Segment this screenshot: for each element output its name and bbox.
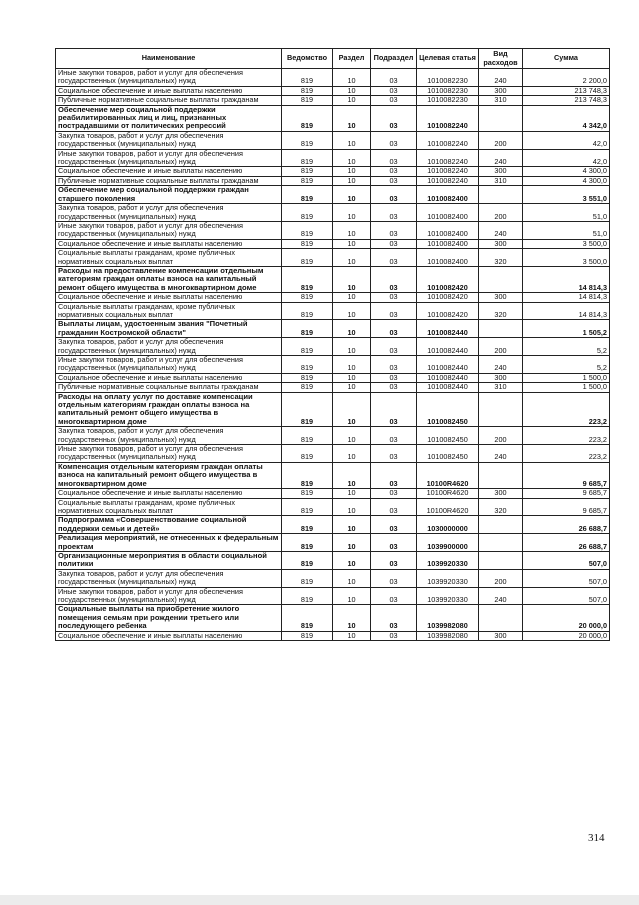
cell-section: 10 [333,356,371,374]
cell-sum: 3 500,0 [523,239,610,248]
cell-exptype: 320 [479,302,523,320]
cell-exptype: 240 [479,587,523,605]
cell-subsection: 03 [371,498,417,516]
cell-section: 10 [333,373,371,382]
table-row [56,167,610,176]
cell-section: 10 [333,86,371,95]
cell-dept: 819 [282,176,333,185]
cell-target: 1010082230 [417,86,479,95]
table-row [56,266,610,292]
cell-section: 10 [333,302,371,320]
cell-name: Социальные выплаты на приобретение жилого помещения семьям при рождении третьего или последующего ребенка [56,605,282,631]
cell-dept: 819 [282,221,333,239]
cell-exptype: 300 [479,631,523,640]
header-exptype: Вид расходов [479,49,523,69]
cell-exptype [479,320,523,338]
cell-sum: 14 814,3 [523,293,610,302]
cell-dept: 819 [282,427,333,445]
cell-exptype: 320 [479,249,523,267]
cell-target: 1039900000 [417,534,479,552]
cell-name: Социальные выплаты гражданам, кроме публичных нормативных социальных выплат [56,249,282,267]
header-target: Целевая статья [417,49,479,69]
cell-section: 10 [333,427,371,445]
cell-section: 10 [333,176,371,185]
cell-sum: 507,0 [523,569,610,587]
cell-section: 10 [333,462,371,488]
cell-target: 1010082240 [417,131,479,149]
cell-name: Публичные нормативные социальные выплаты гражданам [56,96,282,105]
cell-exptype: 240 [479,149,523,167]
cell-sum: 213 748,3 [523,86,610,95]
cell-sum: 223,2 [523,427,610,445]
table-row [56,69,610,87]
cell-subsection: 03 [371,69,417,87]
cell-dept: 819 [282,266,333,292]
page-number: 314 [588,832,605,844]
cell-exptype: 300 [479,239,523,248]
cell-section: 10 [333,131,371,149]
cell-subsection: 03 [371,631,417,640]
cell-sum: 51,0 [523,204,610,222]
cell-subsection: 03 [371,462,417,488]
cell-sum: 507,0 [523,587,610,605]
cell-sum: 4 342,0 [523,105,610,131]
cell-dept: 819 [282,516,333,534]
cell-name: Обеспечение мер социальной поддержки граждан старшего поколения [56,186,282,204]
cell-target: 1010082240 [417,105,479,131]
table-row [56,302,610,320]
cell-section: 10 [333,186,371,204]
cell-name: Социальное обеспечение и иные выплаты населению [56,86,282,95]
cell-subsection: 03 [371,221,417,239]
cell-name: Закупка товаров, работ и услуг для обеспечения государственных (муниципальных) нужд [56,569,282,587]
cell-sum: 3 551,0 [523,186,610,204]
cell-dept: 819 [282,167,333,176]
cell-subsection: 03 [371,293,417,302]
cell-sum: 20 000,0 [523,631,610,640]
cell-subsection: 03 [371,605,417,631]
cell-exptype: 200 [479,569,523,587]
cell-dept: 819 [282,489,333,498]
cell-name: Социальные выплаты гражданам, кроме публичных нормативных социальных выплат [56,498,282,516]
cell-sum: 42,0 [523,149,610,167]
budget-table-sheet [55,48,609,641]
cell-exptype [479,105,523,131]
cell-name: Иные закупки товаров, работ и услуг для обеспечения государственных (муниципальных) нужд [56,356,282,374]
cell-subsection: 03 [371,320,417,338]
cell-sum: 14 814,3 [523,266,610,292]
cell-target: 10100R4620 [417,489,479,498]
cell-target: 1039920330 [417,569,479,587]
cell-sum: 5,2 [523,338,610,356]
cell-target: 1010082440 [417,356,479,374]
cell-subsection: 03 [371,383,417,392]
cell-target: 1010082450 [417,445,479,463]
table-row [56,221,610,239]
table-row [56,427,610,445]
table-row [56,534,610,552]
cell-target: 1039920330 [417,551,479,569]
cell-subsection: 03 [371,445,417,463]
cell-sum: 51,0 [523,221,610,239]
cell-target: 1010082450 [417,427,479,445]
cell-subsection: 03 [371,587,417,605]
cell-name: Социальное обеспечение и иные выплаты населению [56,489,282,498]
cell-exptype: 200 [479,131,523,149]
cell-target: 1030000000 [417,516,479,534]
table-row [56,489,610,498]
cell-dept: 819 [282,383,333,392]
table-row [56,631,610,640]
table-row [56,569,610,587]
cell-sum: 42,0 [523,131,610,149]
table-row [56,373,610,382]
cell-exptype [479,605,523,631]
budget-table [55,48,610,641]
cell-subsection: 03 [371,266,417,292]
table-row [56,392,610,427]
table-row [56,249,610,267]
cell-name: Реализация мероприятий, не отнесенных к федеральным проектам [56,534,282,552]
cell-section: 10 [333,96,371,105]
cell-name: Иные закупки товаров, работ и услуг для обеспечения государственных (муниципальных) нужд [56,69,282,87]
table-row [56,605,610,631]
cell-section: 10 [333,266,371,292]
cell-exptype: 300 [479,167,523,176]
cell-name: Расходы на оплату услуг по доставке компенсации отдельным категориям граждан оплаты взноса на капитальный ремонт общего имущества в многоквартирном доме [56,392,282,427]
cell-section: 10 [333,551,371,569]
cell-section: 10 [333,516,371,534]
cell-exptype: 300 [479,86,523,95]
cell-name: Социальное обеспечение и иные выплаты населению [56,631,282,640]
header-dept: Ведомство [282,49,333,69]
table-row [56,320,610,338]
cell-dept: 819 [282,462,333,488]
cell-target: 1010082400 [417,204,479,222]
cell-dept: 819 [282,445,333,463]
cell-section: 10 [333,534,371,552]
cell-subsection: 03 [371,86,417,95]
cell-name: Социальное обеспечение и иные выплаты населению [56,293,282,302]
cell-target: 1010082400 [417,239,479,248]
table-row [56,176,610,185]
cell-name: Закупка товаров, работ и услуг для обеспечения государственных (муниципальных) нужд [56,204,282,222]
cell-sum: 4 300,0 [523,176,610,185]
cell-target: 1039982080 [417,631,479,640]
cell-subsection: 03 [371,204,417,222]
cell-section: 10 [333,605,371,631]
table-row [56,587,610,605]
cell-dept: 819 [282,373,333,382]
cell-exptype [479,516,523,534]
cell-sum: 26 688,7 [523,534,610,552]
cell-dept: 819 [282,569,333,587]
cell-exptype: 200 [479,204,523,222]
cell-target: 1010082440 [417,383,479,392]
cell-dept: 819 [282,392,333,427]
header-name: Наименование [56,49,282,69]
header-section: Раздел [333,49,371,69]
cell-name: Иные закупки товаров, работ и услуг для обеспечения государственных (муниципальных) нужд [56,445,282,463]
cell-exptype [479,534,523,552]
cell-section: 10 [333,392,371,427]
cell-sum: 9 685,7 [523,462,610,488]
table-row [56,462,610,488]
cell-dept: 819 [282,338,333,356]
cell-dept: 819 [282,204,333,222]
table-row [56,96,610,105]
cell-subsection: 03 [371,302,417,320]
cell-dept: 819 [282,320,333,338]
cell-exptype: 300 [479,373,523,382]
scan-bottom-edge [0,895,639,905]
cell-sum: 507,0 [523,551,610,569]
cell-dept: 819 [282,96,333,105]
cell-subsection: 03 [371,96,417,105]
cell-exptype [479,462,523,488]
table-header-row [56,49,610,69]
cell-section: 10 [333,445,371,463]
cell-target: 1010082400 [417,249,479,267]
cell-subsection: 03 [371,392,417,427]
cell-subsection: 03 [371,176,417,185]
cell-dept: 819 [282,605,333,631]
cell-name: Иные закупки товаров, работ и услуг для обеспечения государственных (муниципальных) нужд [56,587,282,605]
cell-sum: 9 685,7 [523,498,610,516]
table-row [56,239,610,248]
header-sum: Сумма [523,49,610,69]
cell-dept: 819 [282,186,333,204]
cell-target: 1010082240 [417,176,479,185]
header-subsection: Подраздел [371,49,417,69]
cell-exptype [479,186,523,204]
cell-name: Закупка товаров, работ и услуг для обеспечения государственных (муниципальных) нужд [56,427,282,445]
cell-name: Публичные нормативные социальные выплаты гражданам [56,383,282,392]
cell-sum: 26 688,7 [523,516,610,534]
cell-section: 10 [333,221,371,239]
table-row [56,149,610,167]
cell-dept: 819 [282,86,333,95]
cell-subsection: 03 [371,105,417,131]
cell-section: 10 [333,239,371,248]
cell-name: Расходы на предоставление компенсации отдельным категориям граждан оплаты взноса на капитальный ремонт общего имущества в многоквартирном доме [56,266,282,292]
cell-target: 1010082420 [417,293,479,302]
cell-exptype [479,266,523,292]
cell-dept: 819 [282,69,333,87]
cell-subsection: 03 [371,249,417,267]
cell-name: Публичные нормативные социальные выплаты гражданам [56,176,282,185]
cell-section: 10 [333,489,371,498]
cell-exptype: 240 [479,445,523,463]
table-row [56,498,610,516]
cell-target: 1010082230 [417,96,479,105]
cell-dept: 819 [282,587,333,605]
cell-subsection: 03 [371,186,417,204]
cell-exptype: 200 [479,427,523,445]
cell-subsection: 03 [371,534,417,552]
cell-sum: 213 748,3 [523,96,610,105]
cell-exptype: 310 [479,96,523,105]
cell-exptype [479,551,523,569]
cell-exptype: 310 [479,383,523,392]
table-row [56,383,610,392]
cell-name: Закупка товаров, работ и услуг для обеспечения государственных (муниципальных) нужд [56,131,282,149]
cell-exptype: 200 [479,338,523,356]
cell-sum: 5,2 [523,356,610,374]
cell-name: Организационные мероприятия в области социальной политики [56,551,282,569]
cell-subsection: 03 [371,149,417,167]
table-row [56,186,610,204]
cell-dept: 819 [282,239,333,248]
cell-name: Иные закупки товаров, работ и услуг для обеспечения государственных (муниципальных) нужд [56,149,282,167]
cell-name: Социальные выплаты гражданам, кроме публичных нормативных социальных выплат [56,302,282,320]
table-row [56,204,610,222]
cell-name: Подпрограмма «Совершенствование социальной поддержки семьи и детей» [56,516,282,534]
cell-exptype: 240 [479,221,523,239]
cell-subsection: 03 [371,551,417,569]
cell-section: 10 [333,293,371,302]
cell-dept: 819 [282,498,333,516]
cell-target: 1010082240 [417,167,479,176]
cell-subsection: 03 [371,131,417,149]
cell-subsection: 03 [371,489,417,498]
cell-name: Социальное обеспечение и иные выплаты населению [56,239,282,248]
cell-dept: 819 [282,131,333,149]
cell-dept: 819 [282,356,333,374]
cell-section: 10 [333,105,371,131]
cell-sum: 223,2 [523,445,610,463]
cell-section: 10 [333,204,371,222]
cell-target: 1010082450 [417,392,479,427]
cell-dept: 819 [282,302,333,320]
cell-name: Иные закупки товаров, работ и услуг для обеспечения государственных (муниципальных) нужд [56,221,282,239]
cell-target: 10100R4620 [417,498,479,516]
cell-exptype: 310 [479,176,523,185]
cell-section: 10 [333,498,371,516]
table-row [56,516,610,534]
cell-sum: 1 500,0 [523,383,610,392]
table-row [56,131,610,149]
cell-name: Социальное обеспечение и иные выплаты населению [56,167,282,176]
cell-target: 10100R4620 [417,462,479,488]
cell-name: Компенсация отдельным категориям граждан оплаты взноса на капитальный ремонт общего имущества в многоквартирном доме [56,462,282,488]
cell-name: Выплаты лицам, удостоенным звания "Почетный гражданин Костромской области" [56,320,282,338]
cell-section: 10 [333,569,371,587]
cell-exptype: 240 [479,356,523,374]
cell-section: 10 [333,587,371,605]
table-row [56,105,610,131]
cell-target: 1039920330 [417,587,479,605]
cell-section: 10 [333,631,371,640]
cell-subsection: 03 [371,167,417,176]
cell-dept: 819 [282,105,333,131]
cell-name: Закупка товаров, работ и услуг для обеспечения государственных (муниципальных) нужд [56,338,282,356]
cell-target: 1010082440 [417,338,479,356]
cell-target: 1010082400 [417,221,479,239]
cell-sum: 20 000,0 [523,605,610,631]
table-body [56,69,610,641]
cell-target: 1010082240 [417,149,479,167]
cell-subsection: 03 [371,338,417,356]
cell-exptype: 240 [479,69,523,87]
cell-target: 1010082420 [417,302,479,320]
cell-exptype: 320 [479,498,523,516]
cell-dept: 819 [282,551,333,569]
table-row [56,293,610,302]
cell-sum: 9 685,7 [523,489,610,498]
table-row [56,86,610,95]
cell-section: 10 [333,167,371,176]
cell-section: 10 [333,249,371,267]
cell-section: 10 [333,383,371,392]
cell-exptype: 300 [479,489,523,498]
cell-section: 10 [333,338,371,356]
cell-subsection: 03 [371,427,417,445]
cell-dept: 819 [282,249,333,267]
cell-target: 1010082440 [417,320,479,338]
cell-sum: 3 500,0 [523,249,610,267]
table-row [56,445,610,463]
cell-dept: 819 [282,631,333,640]
cell-target: 1010082400 [417,186,479,204]
cell-exptype: 300 [479,293,523,302]
cell-subsection: 03 [371,239,417,248]
cell-section: 10 [333,149,371,167]
cell-subsection: 03 [371,373,417,382]
cell-dept: 819 [282,534,333,552]
cell-target: 1010082230 [417,69,479,87]
cell-name: Социальное обеспечение и иные выплаты населению [56,373,282,382]
cell-section: 10 [333,69,371,87]
cell-dept: 819 [282,149,333,167]
cell-subsection: 03 [371,516,417,534]
cell-target: 1010082420 [417,266,479,292]
cell-target: 1039982080 [417,605,479,631]
cell-subsection: 03 [371,356,417,374]
table-row [56,551,610,569]
cell-exptype [479,392,523,427]
cell-name: Обеспечение мер социальной поддержки реабилитированных лиц и лиц, признанных пострадавшими от политических репрессий [56,105,282,131]
cell-sum: 1 505,2 [523,320,610,338]
cell-sum: 4 300,0 [523,167,610,176]
table-row [56,356,610,374]
cell-sum: 223,2 [523,392,610,427]
table-row [56,338,610,356]
cell-subsection: 03 [371,569,417,587]
cell-sum: 2 200,0 [523,69,610,87]
cell-section: 10 [333,320,371,338]
cell-dept: 819 [282,293,333,302]
cell-target: 1010082440 [417,373,479,382]
cell-sum: 14 814,3 [523,302,610,320]
cell-sum: 1 500,0 [523,373,610,382]
